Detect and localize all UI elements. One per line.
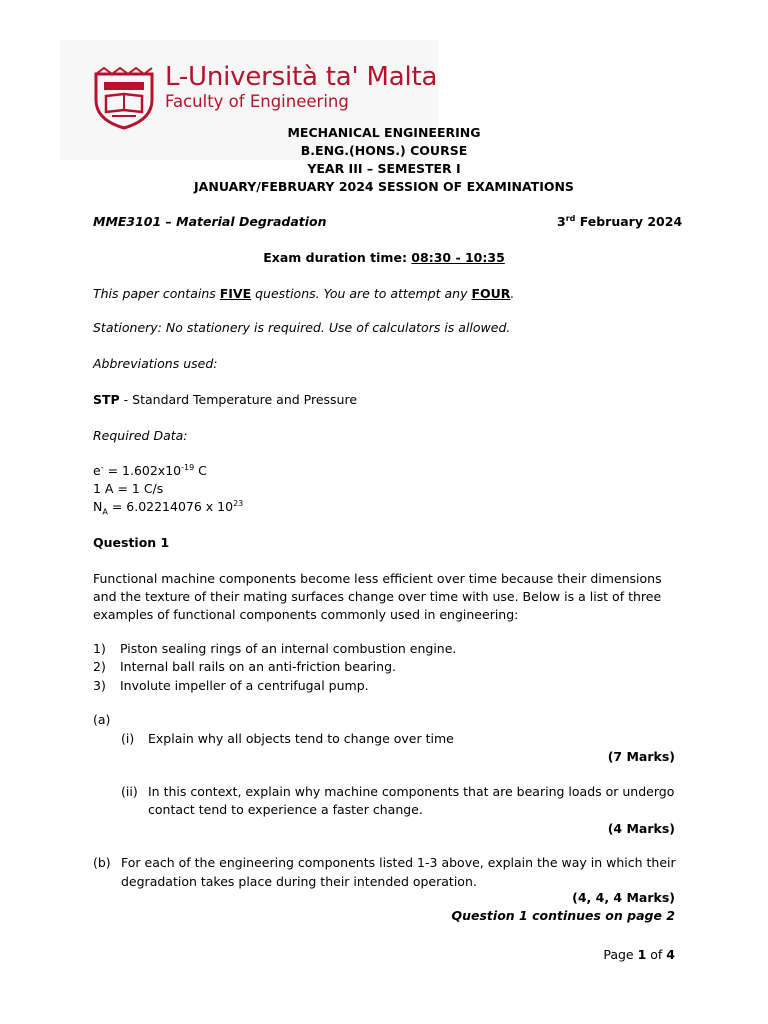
part-b-marks: (4, 4, 4 Marks) [572, 890, 675, 905]
list-item-number: 3) [93, 678, 106, 693]
part-a-i-number: (i) [121, 731, 135, 746]
avogadro-constant: $N_A = 6.02214076$ x $10^{23}$ [93, 499, 244, 517]
exam-date: 3rd February 2024 [557, 214, 683, 229]
exam-duration: Exam duration time: 08:30 - 10:35 [263, 250, 505, 265]
part-a-i-text: Explain why all objects tend to change over time [148, 731, 454, 746]
university-crest-icon [90, 66, 158, 130]
part-b-text: degradation takes place during their intended operation. [121, 874, 477, 889]
department-heading: MECHANICAL ENGINEERING [287, 125, 481, 140]
required-data-heading: Required Data: [93, 428, 188, 443]
part-a-ii-marks: (4 Marks) [607, 821, 675, 836]
session-heading: JANUARY/FEBRUARY 2024 SESSION OF EXAMINATIONS [194, 179, 574, 194]
list-item-number: 2) [93, 659, 106, 674]
paper-contains-text: This paper contains FIVE questions. You are to attempt any FOUR. [93, 286, 515, 301]
stationery-text: Stationery: No stationery is required. Use of calculators is allowed. [93, 320, 511, 335]
question-1-intro-line: and the texture of their mating surfaces change over time with use. Below is a list of three [93, 589, 662, 604]
part-a-ii-text: In this context, explain why machine components that are bearing loads or undergo [148, 784, 675, 799]
list-item: Internal ball rails on an anti-friction bearing. [120, 659, 396, 674]
university-name: L-Università ta' Malta [165, 62, 438, 92]
part-b-label: (b) [93, 855, 111, 870]
list-item-number: 1) [93, 641, 106, 656]
question-1-intro-line: Functional machine components become less efficient over time because their dimensions [93, 571, 662, 586]
page-number: Page 1 of 4 [603, 947, 675, 962]
part-b-text: For each of the engineering components listed 1-3 above, explain the way in which their [121, 855, 676, 870]
ampere-definition: 1 A = 1 C/s [93, 481, 164, 496]
part-a-ii-text: contact tend to experience a faster change. [148, 802, 423, 817]
question-1-heading: Question 1 [93, 535, 170, 550]
question-continues-note: Question 1 continues on page 2 [451, 908, 675, 923]
electron-charge-constant: $e^- = 1.602x10^{-19}$ C [93, 463, 207, 478]
part-a-ii-number: (ii) [121, 784, 138, 799]
abbreviation-stp: STP - Standard Temperature and Pressure [93, 392, 358, 407]
abbreviations-heading: Abbreviations used: [93, 356, 218, 371]
question-1-intro-line: examples of functional components commonly used in engineering: [93, 607, 519, 622]
list-item: Piston sealing rings of an internal combustion engine. [120, 641, 457, 656]
part-a-label: (a) [93, 712, 111, 727]
course-heading: B.ENG.(HONS.) COURSE [300, 143, 468, 158]
part-a-i-marks: (7 Marks) [607, 749, 675, 764]
year-heading: YEAR III – SEMESTER I [307, 161, 461, 176]
exam-code-title: MME3101 – Material Degradation [93, 214, 327, 229]
list-item: Involute impeller of a centrifugal pump. [120, 678, 369, 693]
faculty-name: Faculty of Engineering [165, 92, 349, 111]
